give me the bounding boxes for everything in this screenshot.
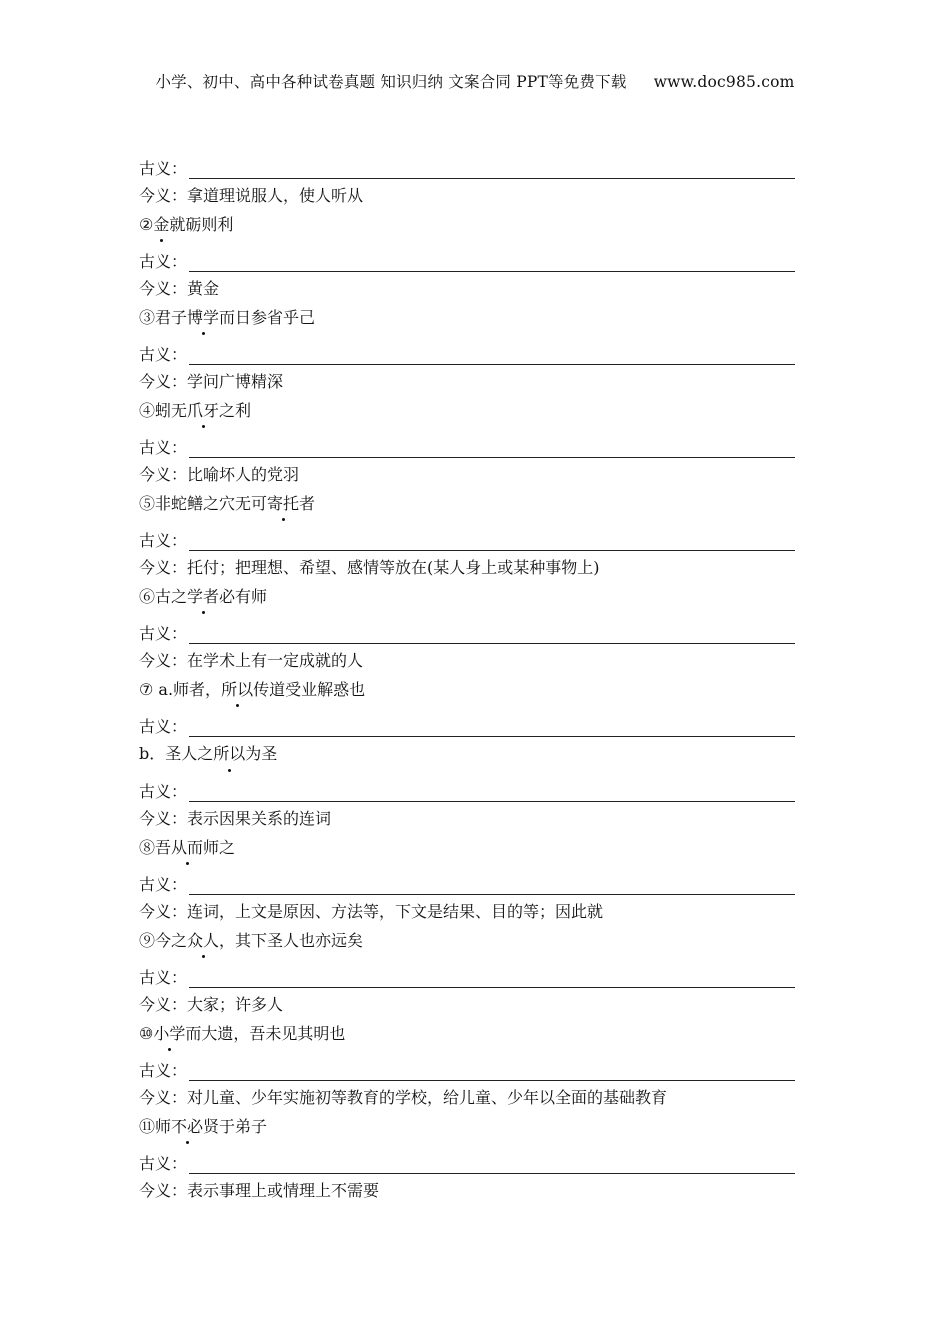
example-prefix: ⑩	[139, 1024, 154, 1043]
gu-label: 古义：	[139, 1154, 188, 1173]
jin-text: 表示因果关系的连词	[187, 809, 332, 828]
example-sentence	[139, 834, 795, 862]
example-suffix: 师之	[203, 838, 236, 857]
example-sentence	[139, 397, 795, 425]
jin-label: 今义：	[139, 809, 188, 828]
jin-label: 今义：	[139, 465, 188, 484]
emphasized-word: 所以	[213, 739, 245, 769]
gu-label: 古义：	[139, 345, 188, 364]
example-sentence	[139, 927, 795, 955]
answer-blank[interactable]	[189, 621, 795, 644]
example-suffix: 传道受业解惑也	[253, 680, 366, 699]
gu-label: 古义：	[139, 531, 188, 550]
gu-label: 古义：	[139, 875, 188, 894]
example-suffix: 而日参省乎己	[219, 308, 316, 327]
jin-row	[139, 897, 795, 927]
example-prefix: ⑥古之	[139, 587, 188, 606]
gu-row	[139, 425, 795, 460]
header-text: 小学、初中、高中各种试卷真题 知识归纳 文案合同 PPT等免费下载	[155, 73, 627, 91]
example-suffix: 必有师	[219, 587, 268, 606]
gu-label: 古义：	[139, 1061, 188, 1080]
gu-row	[139, 704, 795, 739]
example-prefix: ④蚓无	[139, 401, 188, 420]
emphasized-word: 金	[153, 211, 169, 239]
jin-label: 今义：	[139, 995, 188, 1014]
jin-text: 拿道理说服人，使人听从	[187, 186, 364, 205]
header-site-link[interactable]: www.doc985.com	[653, 73, 795, 91]
jin-row	[139, 1083, 795, 1113]
example-suffix: 为圣	[245, 744, 278, 763]
answer-blank[interactable]	[189, 528, 795, 551]
gu-row	[139, 518, 795, 553]
gu-row	[139, 1141, 795, 1176]
jin-label: 今义：	[139, 651, 188, 670]
gu-row	[139, 332, 795, 367]
example-suffix: ，其下圣人也亦远矣	[219, 931, 364, 950]
jin-label: 今义：	[139, 279, 188, 298]
example-sentence	[139, 1113, 795, 1141]
jin-row	[139, 553, 795, 583]
example-prefix: ⑪师	[139, 1117, 172, 1136]
answer-blank[interactable]	[189, 714, 795, 737]
jin-label: 今义：	[139, 186, 188, 205]
jin-text: 托付；把理想、希望、感情等放在(某人身上或某种事物上)	[187, 558, 600, 577]
example-prefix: ⑧吾	[139, 838, 172, 857]
example-sentence	[139, 676, 795, 704]
gu-label: 古义：	[139, 159, 188, 178]
jin-text: 黄金	[187, 279, 220, 298]
example-suffix: 而大遗，吾未见其明也	[185, 1024, 346, 1043]
example-suffix: 者	[299, 494, 316, 513]
jin-row	[139, 181, 795, 211]
example-sentence	[139, 583, 795, 611]
example-sentence	[139, 490, 795, 518]
gu-row	[139, 862, 795, 897]
gu-row	[139, 769, 795, 804]
jin-text: 对儿童、少年实施初等教育的学校，给儿童、少年以全面的基础教育	[187, 1088, 668, 1107]
example-prefix: ②	[139, 215, 154, 234]
jin-text: 连词，上文是原因、方法等，下文是结果、目的等；因此就	[187, 902, 604, 921]
gu-row	[139, 239, 795, 274]
gu-row	[139, 955, 795, 990]
jin-text: 在学术上有一定成就的人	[187, 651, 364, 670]
answer-blank[interactable]	[189, 965, 795, 988]
example-sentence	[139, 211, 795, 239]
answer-blank[interactable]	[189, 156, 795, 179]
jin-label: 今义：	[139, 558, 188, 577]
jin-row	[139, 646, 795, 676]
emphasized-word: 所以	[221, 676, 253, 704]
emphasized-word: 不必	[171, 1113, 203, 1141]
emphasized-word: 博学	[187, 304, 219, 332]
example-prefix: ⑨今之	[139, 931, 188, 950]
gu-label: 古义：	[139, 438, 188, 457]
example-prefix: b．圣人之	[139, 744, 214, 763]
gu-row	[139, 1048, 795, 1083]
jin-text: 表示事理上或情理上不需要	[187, 1181, 380, 1200]
jin-row	[139, 1176, 795, 1206]
jin-row	[139, 804, 795, 834]
answer-blank[interactable]	[189, 872, 795, 895]
answer-blank[interactable]	[189, 779, 795, 802]
emphasized-word: 小学	[153, 1020, 185, 1048]
example-suffix: 贤于弟子	[203, 1117, 268, 1136]
gu-label: 古义：	[139, 968, 188, 987]
example-suffix: 之利	[219, 401, 252, 420]
answer-blank[interactable]	[189, 342, 795, 365]
gu-label: 古义：	[139, 624, 188, 643]
jin-row	[139, 460, 795, 490]
jin-row	[139, 990, 795, 1020]
example-prefix: ⑦ a.师者，	[139, 680, 222, 699]
gu-label: 古义：	[139, 252, 188, 271]
answer-blank[interactable]	[189, 1058, 795, 1081]
jin-label: 今义：	[139, 902, 188, 921]
example-prefix: ⑤非蛇鳝之穴无可	[139, 494, 268, 513]
example-sentence	[139, 304, 795, 332]
gu-label: 古义：	[139, 717, 188, 736]
page-header	[0, 70, 950, 92]
jin-text: 比喻坏人的党羽	[187, 465, 300, 484]
example-sentence	[139, 739, 795, 769]
example-prefix: ③君子	[139, 308, 188, 327]
example-suffix: 就砺则利	[169, 215, 234, 234]
jin-row	[139, 274, 795, 304]
jin-text: 学问广博精深	[187, 372, 284, 391]
emphasized-word: 从而	[171, 834, 203, 862]
exercise-content	[139, 146, 795, 1206]
jin-label: 今义：	[139, 372, 188, 391]
emphasized-word: 学者	[187, 583, 219, 611]
gu-label: 古义：	[139, 782, 188, 801]
jin-row	[139, 367, 795, 397]
emphasized-word: 爪牙	[187, 397, 219, 425]
answer-blank[interactable]	[189, 1151, 795, 1174]
emphasized-word: 众人	[187, 927, 219, 955]
jin-text: 大家；许多人	[187, 995, 284, 1014]
jin-label: 今义：	[139, 1088, 188, 1107]
jin-label: 今义：	[139, 1181, 188, 1200]
answer-blank[interactable]	[189, 435, 795, 458]
emphasized-word: 寄托	[267, 490, 299, 518]
gu-row	[139, 611, 795, 646]
example-sentence	[139, 1020, 795, 1048]
gu-row	[139, 146, 795, 181]
answer-blank[interactable]	[189, 249, 795, 272]
